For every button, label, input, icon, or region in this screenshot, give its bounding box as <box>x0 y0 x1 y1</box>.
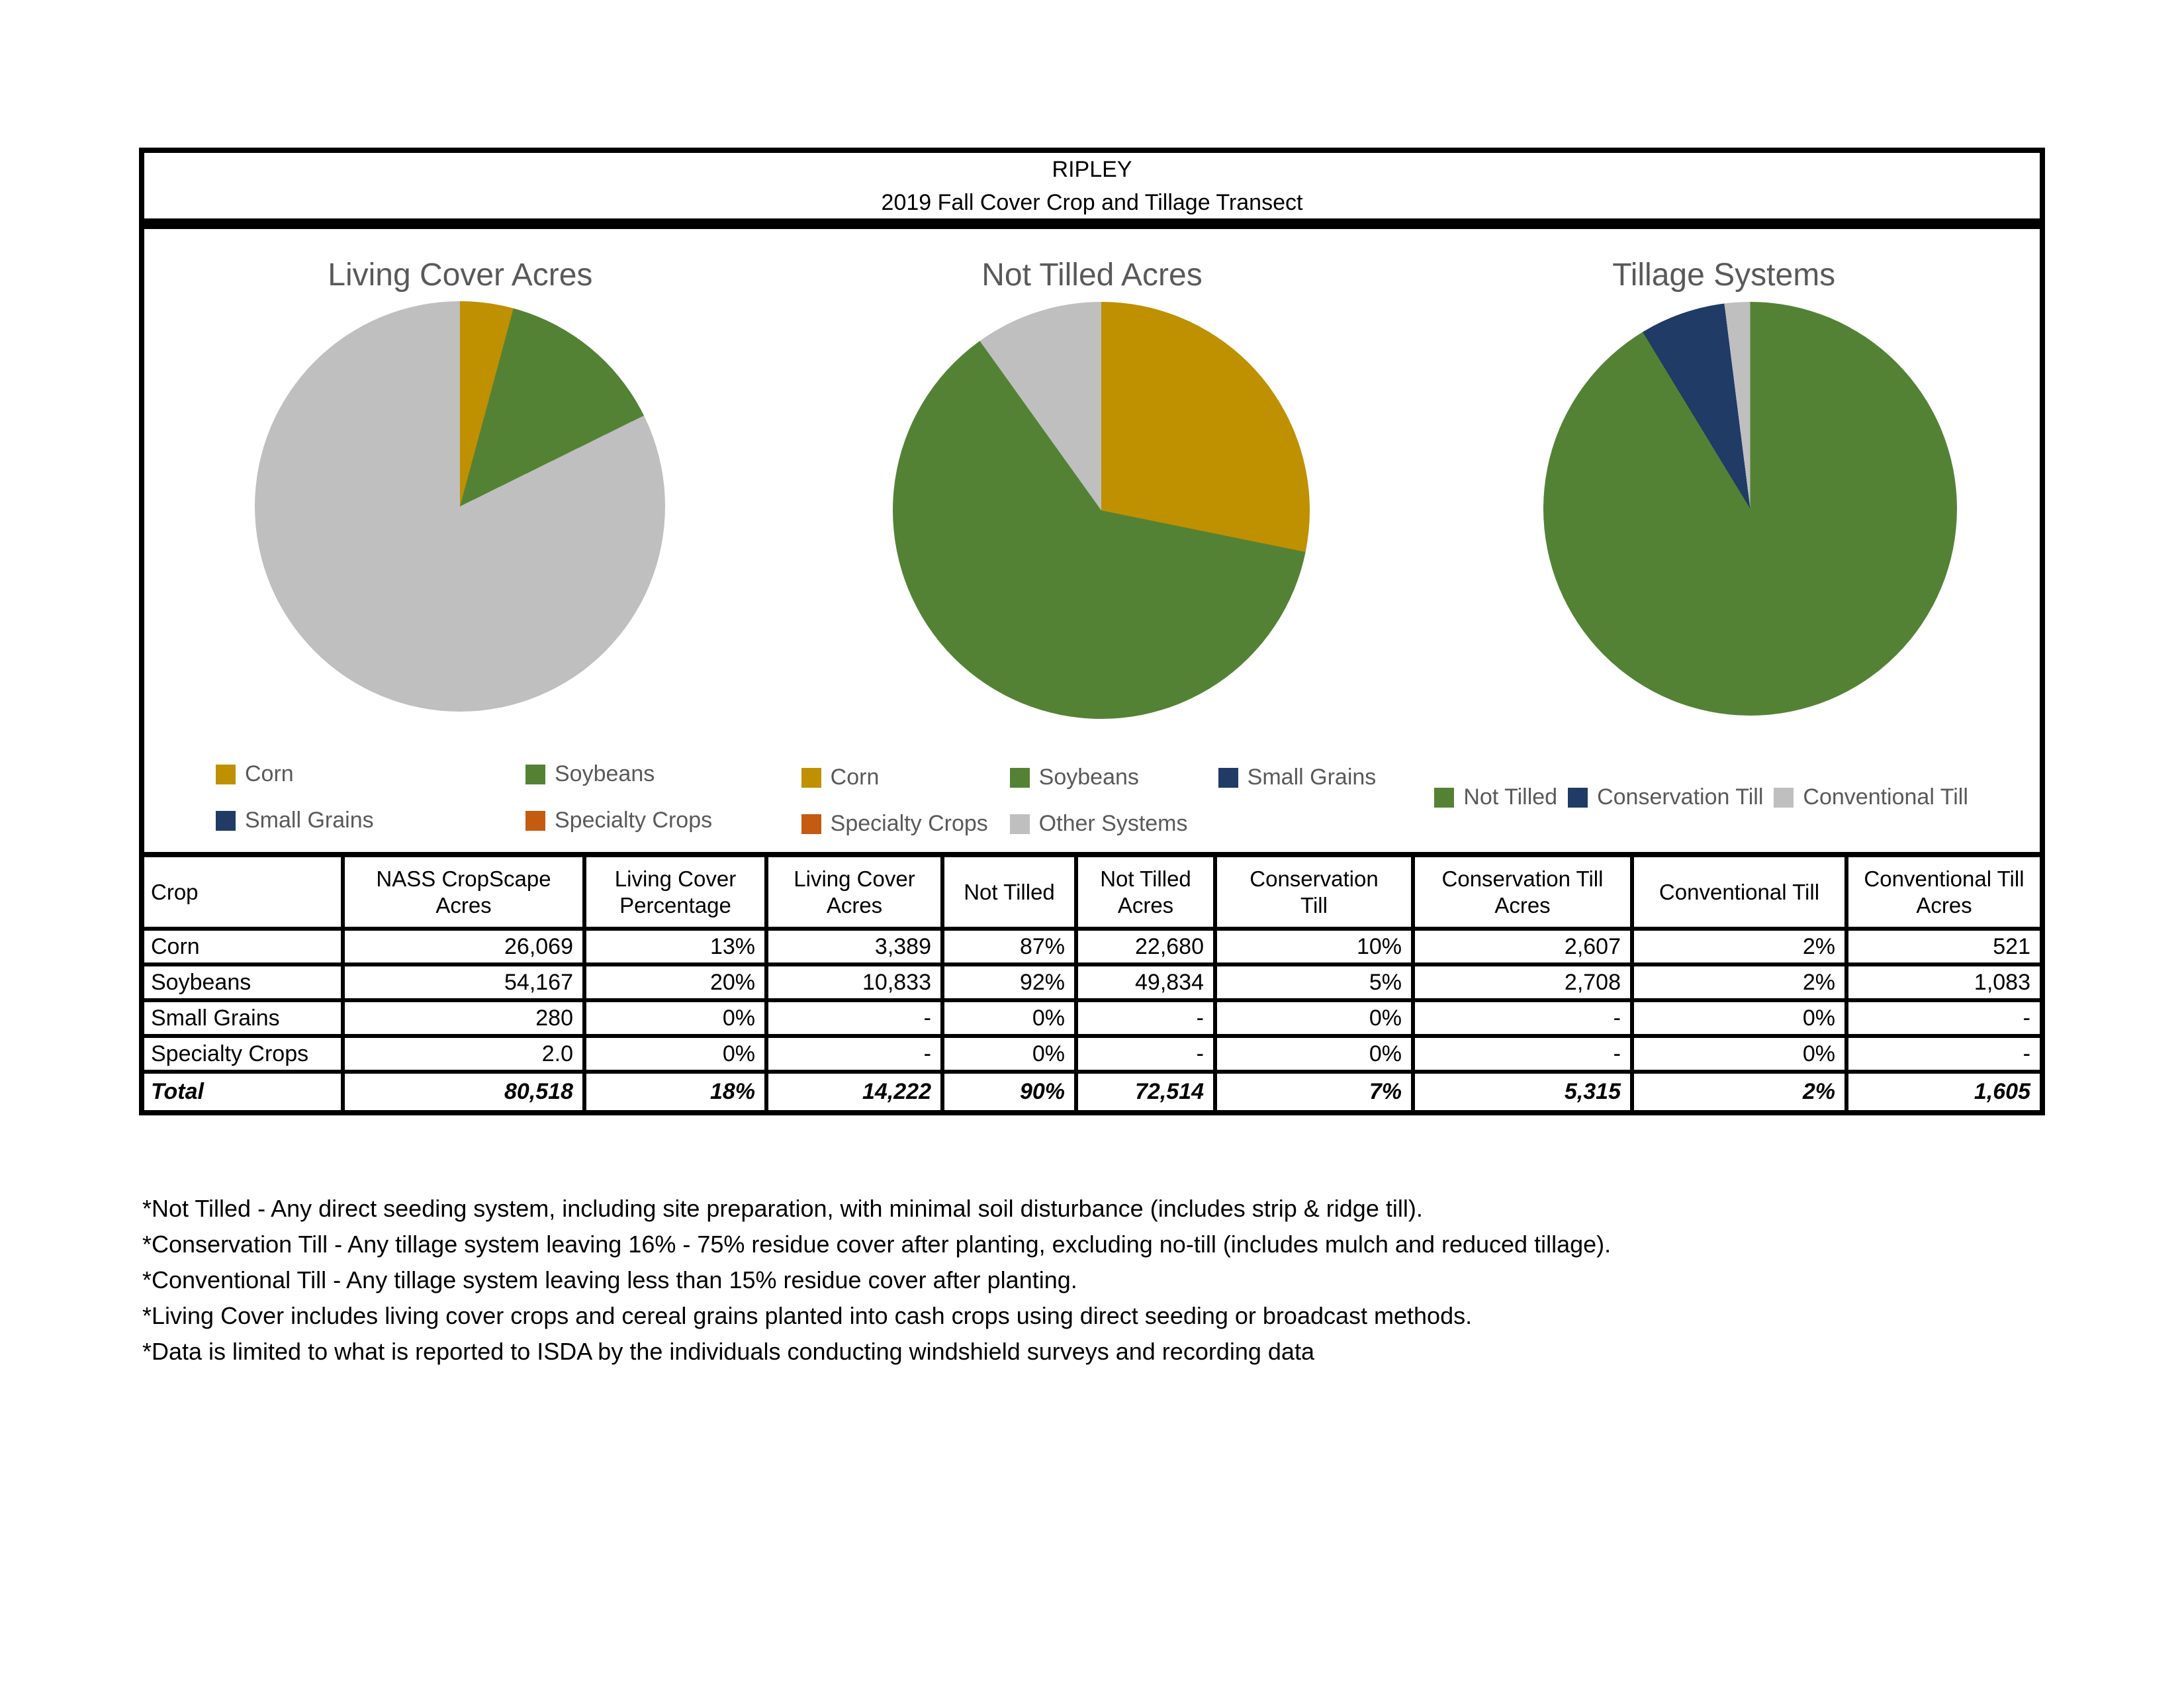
cell-value: 0% <box>1632 1000 1846 1036</box>
header-line: Acres <box>826 892 883 917</box>
column-header <box>1846 855 2040 929</box>
legend-item <box>801 811 1010 837</box>
legend-item <box>1218 765 1377 790</box>
legend-swatch-icon <box>1434 788 1454 808</box>
cell-value: 26,069 <box>343 929 584 964</box>
cell-value: 2% <box>1632 964 1846 1000</box>
cell-value: 0% <box>942 1036 1076 1072</box>
cell-value: 1,605 <box>1846 1072 2040 1110</box>
legend-item <box>1010 811 1188 837</box>
cell-value: - <box>1846 1000 2040 1036</box>
column-header <box>1076 855 1215 929</box>
cell-crop: Total <box>144 1072 343 1110</box>
cell-crop: Specialty Crops <box>144 1036 343 1072</box>
chart-title: Tillage Systems <box>1612 258 1836 293</box>
charts-region <box>144 229 2040 836</box>
header-line: Conservation <box>1250 866 1379 891</box>
header-line: Conventional Till <box>1659 879 1820 904</box>
footnote-line: *Living Cover includes living cover crops and cereal grains planted into cash crops using direct seeding or broadcast methods. <box>142 1302 1473 1329</box>
legend-item <box>1568 784 1763 810</box>
column-header <box>1413 855 1632 929</box>
column-header <box>942 855 1076 929</box>
column-header <box>584 855 766 929</box>
footnote-line: *Conservation Till - Any tillage system leaving 16% - 75% residue cover after planting, excluding no-till (includes mulch and reduced tillage). <box>142 1231 1612 1258</box>
legend-label: Corn <box>830 765 880 790</box>
chart-legend-row <box>1408 784 2040 810</box>
legend-label: Soybeans <box>555 761 655 786</box>
legend-item <box>801 765 1010 790</box>
legend-label: Soybeans <box>1038 765 1139 790</box>
header-line: Till <box>1300 892 1328 917</box>
cell-value: 3,389 <box>766 929 942 964</box>
legend-swatch-icon <box>1010 814 1030 834</box>
cell-value: 2% <box>1632 1072 1846 1110</box>
cell-value: 18% <box>584 1072 766 1110</box>
legend-item <box>216 761 525 787</box>
chart-title: Not Tilled Acres <box>981 258 1203 293</box>
legend-label: Specialty Crops <box>555 808 713 833</box>
legend-label: Corn <box>245 761 294 786</box>
legend-swatch-icon <box>1010 768 1030 788</box>
legend-swatch-icon <box>525 765 545 784</box>
cell-value: - <box>1076 1036 1215 1072</box>
column-header <box>144 855 343 929</box>
cell-value: 87% <box>942 929 1076 964</box>
cell-value: 0% <box>1215 1000 1413 1036</box>
cell-value: - <box>766 1036 942 1072</box>
header-line: Acres <box>1494 892 1551 917</box>
header-line: Conservation Till <box>1441 866 1604 891</box>
cell-crop: Small Grains <box>144 1000 343 1036</box>
header-line: Crop <box>151 879 199 904</box>
chart-legend-row <box>776 765 1408 790</box>
legend-swatch-icon <box>1568 788 1588 808</box>
legend-swatch-icon <box>525 811 545 831</box>
footnote-line: *Not Tilled - Any direct seeding system, including site preparation, with minimal soil disturbance (includes strip & ridge till). <box>142 1195 1423 1222</box>
pie-chart <box>255 301 665 712</box>
table-row-total <box>144 1072 2040 1110</box>
legend-label: Specialty Crops <box>830 811 988 836</box>
chart-panel-2 <box>776 229 1408 836</box>
legend-label: Conventional Till <box>1803 784 1968 810</box>
cell-value: - <box>1846 1036 2040 1072</box>
header-line: Not Tilled <box>964 879 1055 904</box>
cell-value: 0% <box>584 1000 766 1036</box>
table-row <box>144 964 2040 1000</box>
cell-value: - <box>1413 1036 1632 1072</box>
cell-value: 0% <box>584 1036 766 1072</box>
header-line: NASS CropScape <box>376 866 551 891</box>
chart-legend-row <box>776 811 1408 837</box>
report-header <box>139 148 2045 224</box>
pie-chart <box>1543 302 1957 716</box>
cell-value: 7% <box>1215 1072 1413 1110</box>
cell-value: 22,680 <box>1076 929 1215 964</box>
cell-value: - <box>1413 1000 1632 1036</box>
chart-panel-3 <box>1408 229 2040 831</box>
legend-swatch-icon <box>801 814 821 834</box>
cell-value: 0% <box>1215 1036 1413 1072</box>
cell-value: 10% <box>1215 929 1413 964</box>
footnote-line: *Data is limited to what is reported to ISDA by the individuals conducting windshield surveys and recording data <box>142 1338 1314 1365</box>
cell-value: 72,514 <box>1076 1072 1215 1110</box>
legend-item <box>1010 765 1218 790</box>
legend-swatch-icon <box>1774 788 1794 808</box>
cell-value: 80,518 <box>343 1072 584 1110</box>
header-line: Percentage <box>619 892 731 917</box>
footnote-line: *Conventional Till - Any tillage system leaving less than 15% residue cover after planting. <box>142 1266 1077 1293</box>
legend-item <box>1774 784 1968 810</box>
legend-swatch-icon <box>1218 768 1238 788</box>
cell-value: 2.0 <box>343 1036 584 1072</box>
chart-legend-row <box>144 808 776 833</box>
cell-value: 0% <box>1632 1036 1846 1072</box>
legend-item <box>216 808 525 833</box>
cell-value: - <box>766 1000 942 1036</box>
table-header-row <box>144 855 2040 929</box>
cell-value: 5% <box>1215 964 1413 1000</box>
cell-crop: Corn <box>144 929 343 964</box>
cell-value: 92% <box>942 964 1076 1000</box>
header-line: Living Cover <box>794 866 915 891</box>
cell-value: 54,167 <box>343 964 584 1000</box>
report-title: RIPLEY <box>1052 156 1132 182</box>
column-header <box>1215 855 1413 929</box>
cell-value: 20% <box>584 964 766 1000</box>
chart-panel-1 <box>144 229 776 831</box>
legend-label: Conservation Till <box>1597 784 1764 810</box>
cell-value: 49,834 <box>1076 964 1215 1000</box>
legend-item <box>1434 784 1557 810</box>
legend-item <box>525 808 712 833</box>
column-header <box>343 855 584 929</box>
cell-value: - <box>1076 1000 1215 1036</box>
column-header <box>766 855 942 929</box>
legend-label: Not Tilled <box>1463 784 1558 810</box>
chart-title: Living Cover Acres <box>328 258 593 293</box>
table-row <box>144 929 2040 964</box>
cell-value: 10,833 <box>766 964 942 1000</box>
cell-value: 90% <box>942 1072 1076 1110</box>
pie-chart <box>893 302 1310 719</box>
legend-swatch-icon <box>216 811 236 831</box>
cell-value: 2% <box>1632 929 1846 964</box>
content-box <box>139 224 2045 1115</box>
cell-value: 13% <box>584 929 766 964</box>
cell-value: 14,222 <box>766 1072 942 1110</box>
data-table <box>144 852 2040 1110</box>
header-line: Not Tilled <box>1100 866 1191 891</box>
legend-swatch-icon <box>216 765 236 784</box>
table-row <box>144 1036 2040 1072</box>
header-line: Conventional Till <box>1864 866 2025 891</box>
legend-item <box>525 761 655 787</box>
legend-swatch-icon <box>801 768 821 788</box>
cell-value: 5,315 <box>1413 1072 1632 1110</box>
cell-value: 521 <box>1846 929 2040 964</box>
cell-value: 280 <box>343 1000 584 1036</box>
legend-label: Other Systems <box>1038 811 1188 836</box>
table-row <box>144 1000 2040 1036</box>
header-line: Acres <box>1916 892 1972 917</box>
cell-value: 1,083 <box>1846 964 2040 1000</box>
report-subtitle: 2019 Fall Cover Crop and Tillage Transect <box>881 189 1303 215</box>
cell-crop: Soybeans <box>144 964 343 1000</box>
header-line: Acres <box>435 892 492 917</box>
header-line: Living Cover <box>614 866 737 891</box>
column-header <box>1632 855 1846 929</box>
legend-label: Small Grains <box>245 808 374 833</box>
header-line: Acres <box>1117 892 1174 917</box>
chart-legend-row <box>144 761 776 787</box>
cell-value: 0% <box>942 1000 1076 1036</box>
footnotes <box>142 1191 1611 1370</box>
legend-label: Small Grains <box>1247 765 1377 790</box>
cell-value: 2,607 <box>1413 929 1632 964</box>
cell-value: 2,708 <box>1413 964 1632 1000</box>
